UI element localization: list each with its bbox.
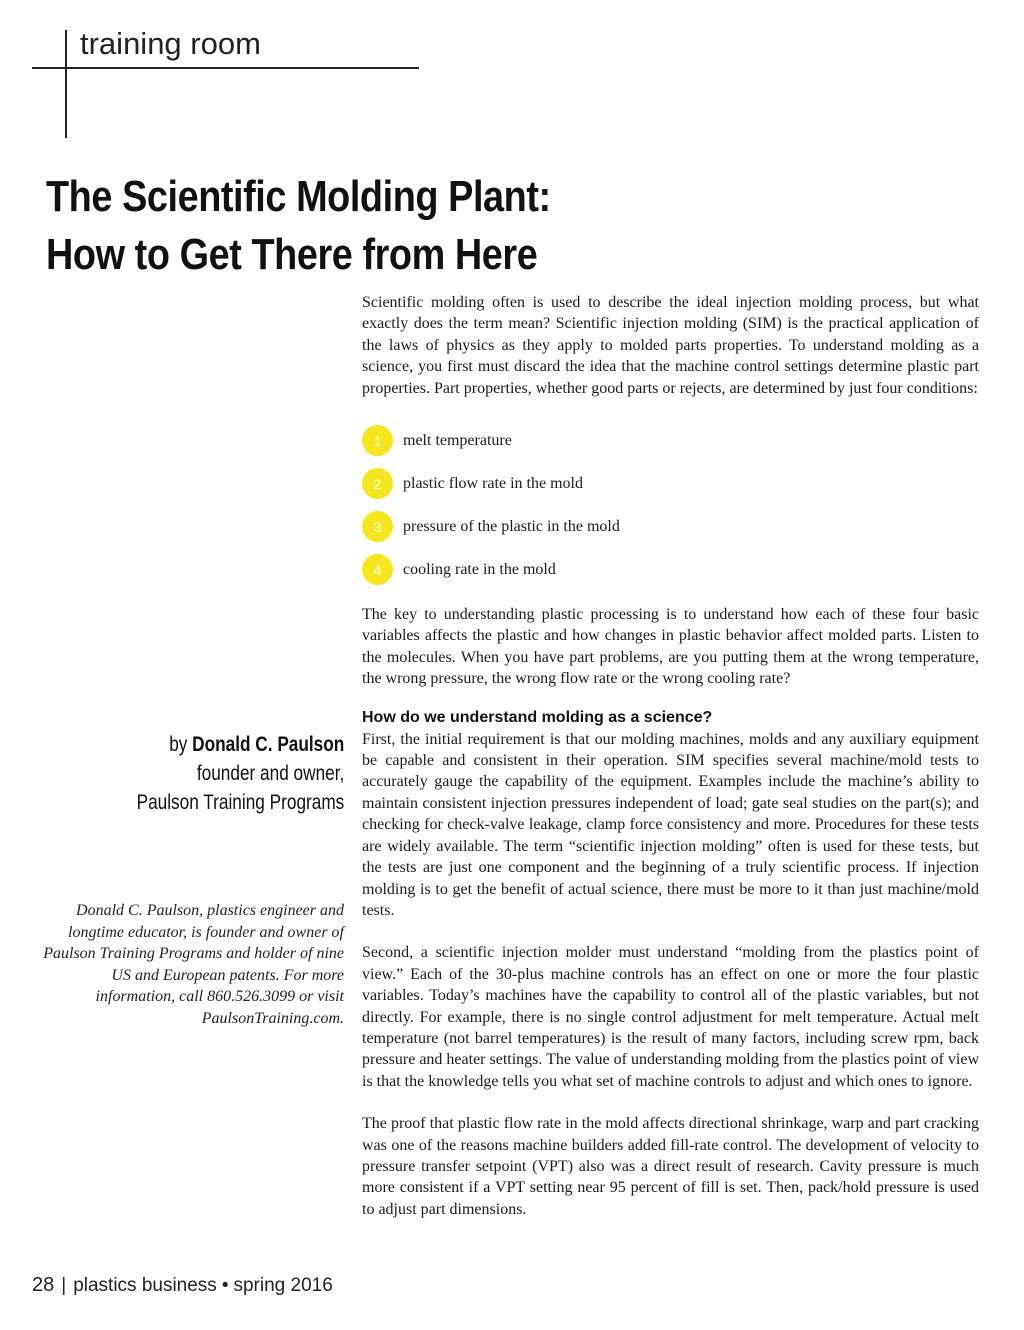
author-role: founder and owner, [196, 762, 344, 785]
article-title [46, 168, 551, 284]
list-item [362, 548, 979, 591]
issue-date: spring 2016 [233, 1275, 333, 1296]
list-item [362, 505, 979, 548]
header-rule-horizontal [32, 67, 419, 69]
section-subheading: How do we understand molding as a science? [362, 708, 713, 726]
first-requirement-paragraph: First, the initial requirement is that our molding machines, molds and any auxiliary equipment be capable and consistent in their operation. SIM specifies several machine/mold tests to accurately gauge the capability of the equipment. Examples include the machine’s ability to maintain consistent injection pressures independent of load; gate seal studies on the part(s); and checking for check-valve leakage, clamp force consistency and more. Procedures for these tests are widely available. The term “scientific injection molding” often is used for these tests, but the tests are just one component and the beginning of a truly scientific process. If injection molding is to get the benefit of actual science, there must be more to it than just machine/mold tests. [362, 730, 979, 919]
number-badge: 4 [362, 554, 393, 585]
proof-paragraph: The proof that plastic flow rate in the mold affects directional shrinkage, warp and part cracking was one of the reasons machine builders added fill-rate control. The development of velocity to pressure transfer setpoint (VPT) also was a direct result of research. Cavity pressure is much more consistent if a VPT setting near 95 percent of fill is set. Then, pack/hold pressure is used to adjust part dimensions. [362, 1115, 979, 1218]
section-label: training room [80, 26, 261, 61]
author-company: Paulson Training Programs [136, 791, 344, 814]
intro-paragraph: Scientific molding often is used to describe the ideal injection molding process, but what exactly does the term mean? Scientific injection molding (SIM) is the practical application of the laws of physics as they apply to molded parts properties. To understand molding as a science, you first must discard the idea that the machine control settings determine plastic part properties. Part properties, whether good parts or rejects, are determined by just four conditions: [362, 294, 979, 397]
conditions-list [362, 419, 979, 591]
author-bio: Donald C. Paulson, plastics engineer and longtime educator, is founder and owner of Paulson Training Programs and holder of nine US and European patents. For more information, call 860.526.3099 or visit PaulsonTraining.com. [43, 902, 344, 1027]
number-badge: 3 [362, 511, 393, 542]
author-name: Donald C. Paulson [191, 733, 344, 756]
publication-name: plastics business [73, 1275, 217, 1296]
number-badge: 2 [362, 468, 393, 499]
header-rule-vertical [65, 30, 67, 138]
byline [40, 730, 344, 817]
article-body [362, 292, 979, 1220]
number-badge: 1 [362, 425, 393, 456]
footer-separator: | [61, 1275, 67, 1296]
title-line-1: The Scientific Molding Plant: [46, 172, 551, 221]
list-item-text: cooling rate in the mold [403, 560, 556, 578]
byline-prefix: by [168, 733, 188, 756]
title-line-2: How to Get There from Here [46, 230, 538, 279]
bullet-icon: • [221, 1275, 229, 1296]
second-requirement-paragraph: Second, a scientific injection molder must understand “molding from the plastics point of view.” Each of the 30-plus machine controls has an effect on one or more the four plastic variables. Today’s machines have the capability to control all of the plastic variables, but not directly. For example, there is no single control adjustment for melt temperature. Actual melt temperature (not barrel temperatures) is the result of many factors, including screw rpm, back pressure and heater settings. The value of understanding molding from the plastics point of view is that the knowledge tells you what set of machine controls to adjust and which ones to ignore. [362, 944, 979, 1090]
page-footer [32, 1274, 333, 1297]
list-item-text: pressure of the plastic in the mold [403, 517, 620, 535]
list-item [362, 462, 979, 505]
list-item-text: plastic flow rate in the mold [403, 474, 583, 492]
list-item-text: melt temperature [403, 431, 512, 449]
page-number: 28 [32, 1274, 55, 1296]
list-item [362, 419, 979, 462]
key-paragraph: The key to understanding plastic processing is to understand how each of these four basic variables affects the plastic and how changes in plastic behavior affect molded parts. Listen to the molecules. When you have part problems, are you putting them at the wrong temperature, the wrong pressure, the wrong flow rate or the wrong cooling rate? [362, 606, 979, 688]
